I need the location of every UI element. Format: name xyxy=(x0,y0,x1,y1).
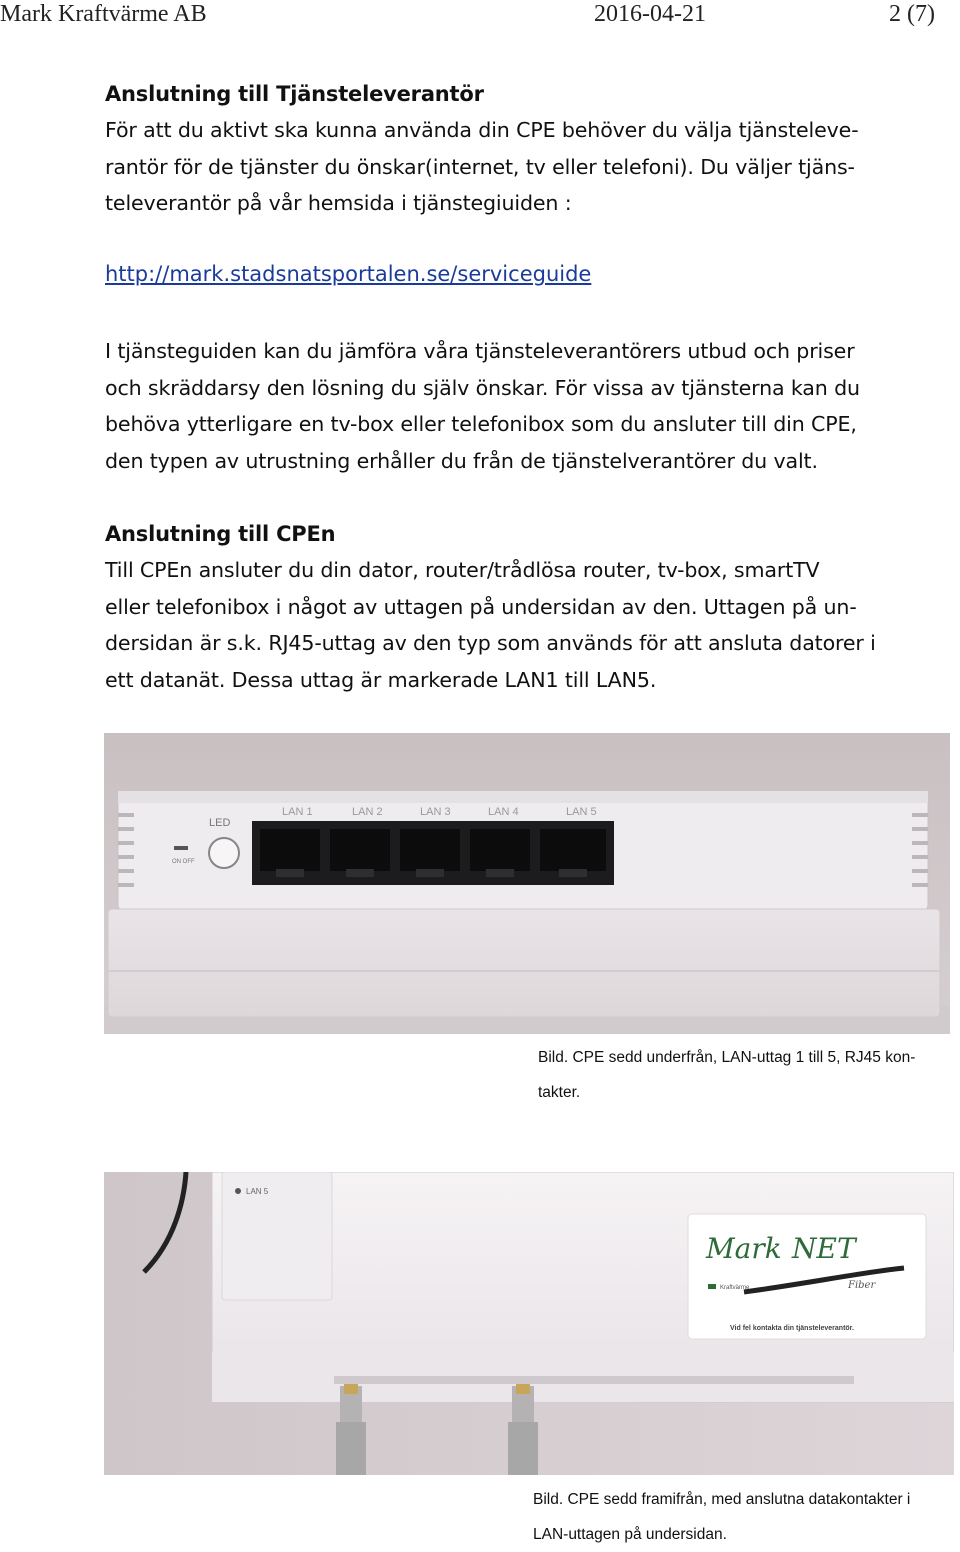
caption-line: LAN-uttagen på undersidan. xyxy=(533,1526,727,1543)
logo-brand-text: Kraftvärme xyxy=(720,1285,750,1291)
text-line: dersidan är s.k. RJ45-uttag av den typ som används för att ansluta datorer i xyxy=(105,631,876,655)
lan2-label: LAN 2 xyxy=(352,806,383,818)
section1-paragraph xyxy=(105,112,935,222)
text-line: rantör för de tjänster du önskar(internet, tv eller telefoni). Du väljer tjäns- xyxy=(105,154,855,179)
caption-line: Bild. CPE sedd framifrån, med anslutna datakontakter i xyxy=(533,1491,911,1508)
cpe-bottom-photo xyxy=(104,733,950,1034)
cpe-front-photo xyxy=(104,1172,954,1475)
photo2-caption xyxy=(533,1482,910,1552)
text-line: och skräddarsy den lösning du själv önskar. För vissa av tjänsterna kan du xyxy=(105,375,860,400)
lan4-label: LAN 4 xyxy=(488,806,519,818)
text-line: Till CPEn ansluter du din dator, router/trådlösa router, tv-box, smartTV xyxy=(105,558,820,582)
lan1-label: LAN 1 xyxy=(282,806,313,818)
photo1-caption xyxy=(538,1040,915,1110)
led-label: LED xyxy=(209,817,231,829)
lan3-label: LAN 3 xyxy=(420,806,451,818)
caption-line: Bild. CPE sedd underfrån, LAN-uttag 1 till 5, RJ45 kon- xyxy=(538,1049,916,1066)
front-lan-led-label: LAN 5 xyxy=(246,1187,269,1196)
logo-mark-text: Mark xyxy=(706,1232,782,1265)
text-line: I tjänsteguiden kan du jämföra våra tjänsteleverantörers utbud och priser xyxy=(105,339,855,363)
text-line: För att du aktivt ska kunna använda din CPE behöver du välja tjänsteleve- xyxy=(105,118,859,142)
logo-tagline-text: Vid fel kontakta din tjänsteleverantör. xyxy=(730,1325,854,1332)
header-company: Mark Kraftvärme AB xyxy=(0,1,207,27)
text-line: ett datanät. Dessa uttag är markerade LAN1 till LAN5. xyxy=(105,667,657,692)
on-off-label: ON OFF xyxy=(172,859,195,865)
text-line: behöva ytterligare en tv-box eller telefonibox som du ansluter till din CPE, xyxy=(105,412,857,436)
section-heading-service-provider: Anslutning till Tjänsteleverantör xyxy=(105,82,484,106)
section-heading-cpe: Anslutning till CPEn xyxy=(105,522,336,546)
serviceguide-link[interactable]: http://mark.stadsnatsportalen.se/serviceguide xyxy=(105,262,592,286)
logo-fiber-text: Fiber xyxy=(848,1280,876,1291)
section2-paragraph xyxy=(105,552,935,698)
section1-paragraph-2 xyxy=(105,333,935,479)
text-line: televerantör på vår hemsida i tjänstegiuiden : xyxy=(105,191,572,215)
header-page-number: 2 (7) xyxy=(889,1,935,27)
lan5-label: LAN 5 xyxy=(566,806,597,818)
header-date: 2016-04-21 xyxy=(594,1,706,27)
text-line: den typen av utrustning erhåller du från de tjänstelverantörer du valt. xyxy=(105,448,818,473)
logo-net-text: NET xyxy=(792,1232,856,1265)
caption-line: takter. xyxy=(538,1084,581,1101)
text-line: eller telefonibox i något av uttagen på undersidan av den. Uttagen på un- xyxy=(105,594,857,619)
